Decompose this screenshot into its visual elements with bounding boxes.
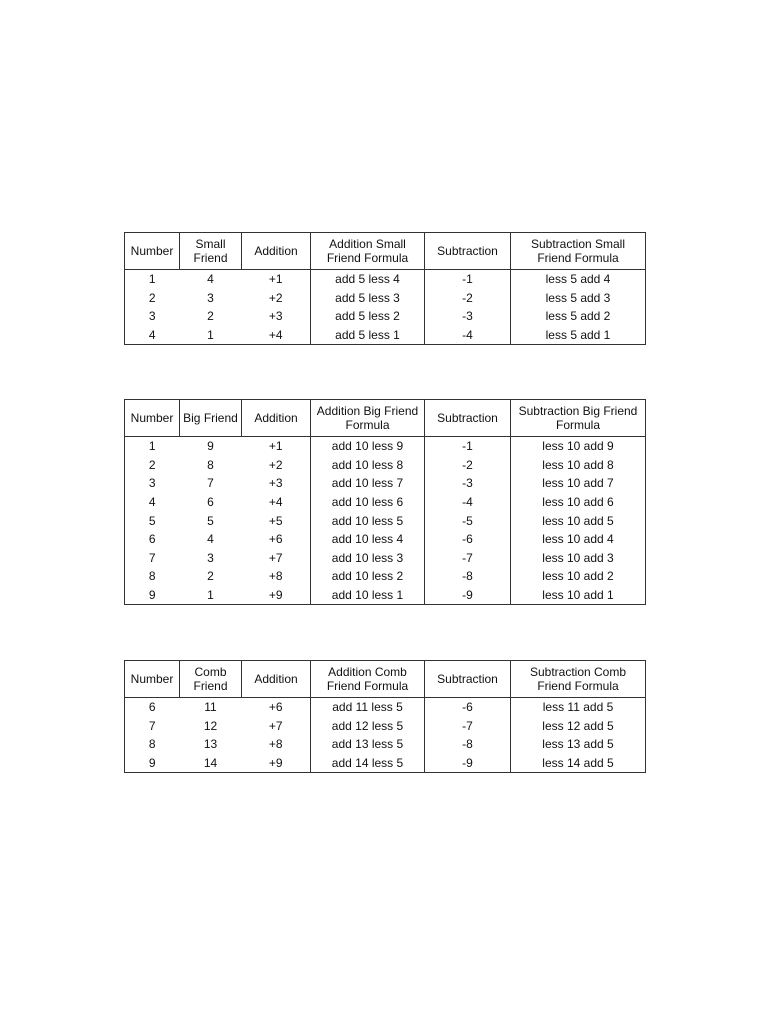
header-subtraction-formula: Subtraction Small Friend Formula (511, 233, 646, 270)
subtraction-formula-cell: less 10 add 3 (511, 549, 646, 568)
subtraction-cell: -3 (425, 474, 511, 493)
addition-cell: +5 (242, 511, 311, 530)
subtraction-formula-cell: less 10 add 8 (511, 456, 646, 475)
subtraction-cell: -7 (425, 717, 511, 736)
addition-cell: +9 (242, 586, 311, 605)
subtraction-cell: -9 (425, 586, 511, 605)
addition-cell: +2 (242, 289, 311, 308)
number-cell: 4 (125, 493, 180, 512)
header-small-friend: Small Friend (180, 233, 242, 270)
subtraction-formula-cell: less 12 add 5 (511, 717, 646, 736)
friend-cell: 14 (180, 754, 242, 773)
addition-formula-cell: add 10 less 5 (311, 511, 425, 530)
table-row (125, 586, 646, 605)
number-cell: 5 (125, 511, 180, 530)
addition-cell: +4 (242, 493, 311, 512)
table-row (125, 456, 646, 475)
friend-cell: 8 (207, 457, 214, 472)
addition-cell: +4 (242, 326, 311, 345)
table-row (125, 474, 646, 493)
comb-friend-table (124, 660, 646, 773)
addition-cell: +8 (242, 567, 311, 586)
addition-formula-cell: add 10 less 3 (311, 549, 425, 568)
subtraction-formula-cell: less 13 add 5 (511, 735, 646, 754)
subtraction-cell: -2 (425, 289, 511, 308)
subtraction-formula-cell: less 10 add 4 (511, 530, 646, 549)
friend-cell: 13 (203, 737, 218, 752)
number-cell: 1 (125, 270, 180, 289)
subtraction-formula-cell: less 10 add 6 (511, 493, 646, 512)
number-cell: 8 (125, 735, 180, 754)
table-row (125, 549, 646, 568)
friend-cell: 2 (207, 569, 214, 584)
number-cell: 7 (125, 549, 180, 568)
subtraction-formula-cell: less 11 add 5 (511, 698, 646, 717)
addition-formula-cell: add 13 less 5 (311, 735, 425, 754)
number-cell: 9 (125, 586, 180, 605)
friend-cell: 2 (207, 309, 214, 324)
friend-cell: 4 (207, 532, 214, 547)
header-number: Number (125, 233, 180, 270)
subtraction-formula-cell: less 10 add 5 (511, 511, 646, 530)
addition-cell: +2 (242, 456, 311, 475)
header-addition-formula: Addition Comb Friend Formula (311, 661, 425, 698)
table-row (125, 717, 646, 736)
number-cell: 2 (125, 289, 180, 308)
header-addition-formula: Addition Small Friend Formula (311, 233, 425, 270)
addition-cell: +9 (242, 754, 311, 773)
subtraction-formula-cell: less 10 add 1 (511, 586, 646, 605)
number-cell: 6 (125, 698, 180, 717)
table-row (125, 326, 646, 345)
number-cell: 9 (125, 754, 180, 773)
table-row (125, 530, 646, 549)
table-row (125, 307, 646, 326)
addition-formula-cell: add 10 less 2 (311, 567, 425, 586)
addition-cell: +3 (242, 307, 311, 326)
table-row (125, 437, 646, 456)
table-row (125, 511, 646, 530)
subtraction-formula-cell: less 5 add 4 (511, 270, 646, 289)
subtraction-formula-cell: less 5 add 2 (511, 307, 646, 326)
addition-cell: +6 (242, 698, 311, 717)
subtraction-cell: -3 (425, 307, 511, 326)
number-cell: 4 (125, 326, 180, 345)
header-addition: Addition (242, 233, 311, 270)
subtraction-formula-cell: less 10 add 9 (511, 437, 646, 456)
number-cell: 1 (125, 437, 180, 456)
friend-cell: 1 (180, 326, 242, 345)
header-subtraction-formula: Subtraction Big Friend Formula (511, 400, 646, 437)
friend-cell: 3 (207, 550, 214, 565)
subtraction-formula-cell: less 10 add 2 (511, 567, 646, 586)
number-cell: 7 (125, 717, 180, 736)
subtraction-cell: -8 (425, 735, 511, 754)
subtraction-cell: -8 (425, 567, 511, 586)
header-subtraction-formula: Subtraction Comb Friend Formula (511, 661, 646, 698)
table-row (125, 698, 646, 717)
number-cell: 3 (125, 307, 180, 326)
addition-cell: +7 (242, 549, 311, 568)
table-header-row (125, 661, 646, 698)
big-friend-table (124, 399, 646, 605)
small-friend-table (124, 232, 646, 345)
friend-cell: 11 (204, 700, 217, 715)
header-addition: Addition (242, 661, 311, 698)
header-number: Number (125, 400, 180, 437)
addition-formula-cell: add 10 less 8 (311, 456, 425, 475)
number-cell: 2 (125, 456, 180, 475)
addition-formula-cell: add 5 less 2 (311, 307, 425, 326)
header-subtraction: Subtraction (425, 400, 511, 437)
addition-formula-cell: add 5 less 3 (311, 289, 425, 308)
number-cell: 3 (125, 474, 180, 493)
header-addition: Addition (242, 400, 311, 437)
subtraction-formula-cell: less 10 add 7 (511, 474, 646, 493)
addition-cell: +1 (242, 270, 311, 289)
subtraction-cell: -1 (425, 437, 511, 456)
addition-formula-cell: add 11 less 5 (311, 698, 425, 717)
header-subtraction: Subtraction (425, 233, 511, 270)
table-row (125, 754, 646, 773)
addition-formula-cell: add 10 less 1 (311, 586, 425, 605)
addition-formula-cell: add 10 less 7 (311, 474, 425, 493)
subtraction-formula-cell: less 5 add 3 (511, 289, 646, 308)
subtraction-cell: -7 (425, 549, 511, 568)
addition-cell: +8 (242, 735, 311, 754)
addition-cell: +3 (242, 474, 311, 493)
addition-formula-cell: add 10 less 9 (311, 437, 425, 456)
subtraction-cell: -1 (425, 270, 511, 289)
addition-cell: +1 (242, 437, 311, 456)
friend-cell: 1 (180, 586, 242, 605)
addition-formula-cell: add 10 less 6 (311, 493, 425, 512)
table-header-row (125, 233, 646, 270)
table-header-row (125, 400, 646, 437)
friend-cell: 9 (207, 439, 214, 454)
addition-formula-cell: add 14 less 5 (311, 754, 425, 773)
subtraction-cell: -4 (425, 493, 511, 512)
friend-cell: 3 (207, 290, 214, 305)
subtraction-cell: -6 (425, 698, 511, 717)
friend-cell: 12 (203, 718, 218, 733)
table-row (125, 493, 646, 512)
number-cell: 8 (125, 567, 180, 586)
subtraction-formula-cell: less 5 add 1 (511, 326, 646, 345)
header-addition-formula: Addition Big Friend Formula (311, 400, 425, 437)
table-row (125, 735, 646, 754)
number-cell: 6 (125, 530, 180, 549)
subtraction-cell: -5 (425, 511, 511, 530)
friend-cell: 5 (207, 513, 214, 528)
subtraction-cell: -2 (425, 456, 511, 475)
subtraction-cell: -6 (425, 530, 511, 549)
friend-cell: 4 (207, 272, 214, 287)
addition-cell: +6 (242, 530, 311, 549)
friend-cell: 7 (207, 476, 214, 491)
header-big-friend: Big Friend (180, 400, 242, 437)
addition-formula-cell: add 5 less 4 (311, 270, 425, 289)
addition-formula-cell: add 5 less 1 (311, 326, 425, 345)
addition-cell: +7 (242, 717, 311, 736)
addition-formula-cell: add 12 less 5 (311, 717, 425, 736)
friend-cell: 6 (207, 495, 214, 510)
header-number: Number (125, 661, 180, 698)
header-subtraction: Subtraction (425, 661, 511, 698)
addition-formula-cell: add 10 less 4 (311, 530, 425, 549)
table-row (125, 270, 646, 289)
table-row (125, 289, 646, 308)
subtraction-formula-cell: less 14 add 5 (511, 754, 646, 773)
header-comb-friend: Comb Friend (180, 661, 242, 698)
table-row (125, 567, 646, 586)
subtraction-cell: -4 (425, 326, 511, 345)
subtraction-cell: -9 (425, 754, 511, 773)
